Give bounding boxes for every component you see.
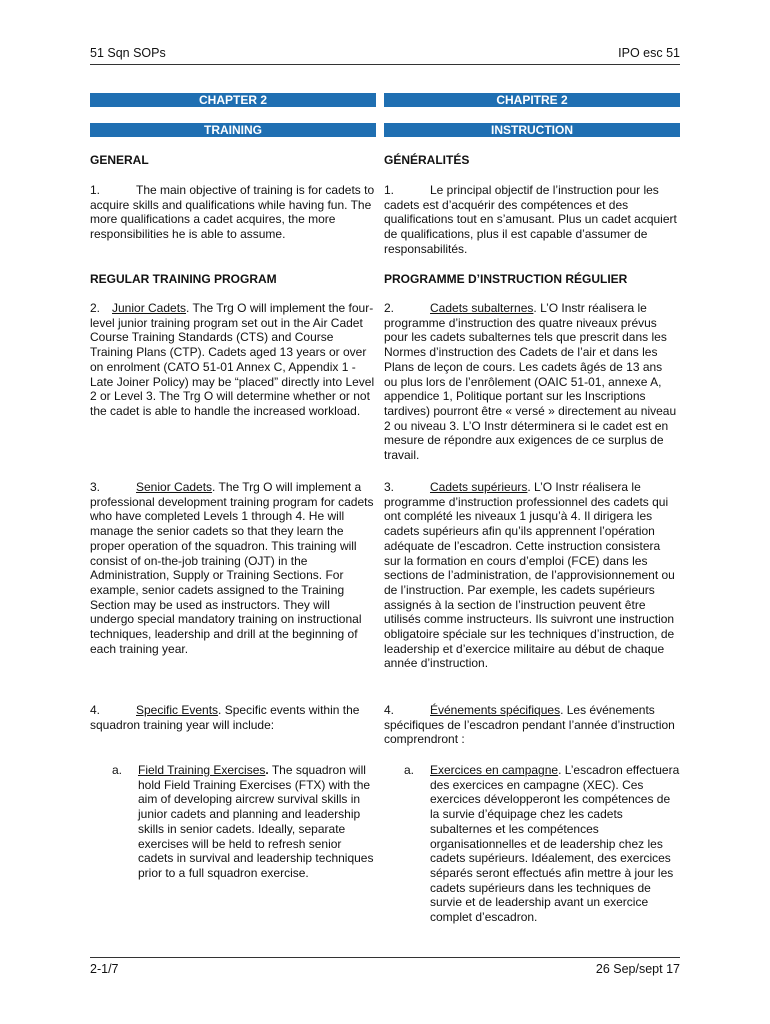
paragraph-4-fr	[384, 703, 678, 747]
paragraph-3-en	[90, 480, 375, 656]
paragraph-1-en	[90, 183, 375, 242]
heading-regular-fr: PROGRAMME D’INSTRUCTION RÉGULIER	[384, 272, 628, 286]
paragraph-1-fr	[384, 183, 678, 257]
footer-rule	[90, 957, 680, 958]
header-rule	[90, 64, 680, 65]
header-left: 51 Sqn SOPs	[90, 46, 166, 60]
paragraph-number: 3.	[384, 480, 395, 494]
paragraph-title: Junior Cadets	[112, 301, 187, 315]
paragraph-4-en	[90, 703, 375, 732]
paragraph-title: Cadets supérieurs	[430, 480, 528, 494]
subparagraph-text: . L’escadron effectuera des exercices en campagne (XEC). Ces exercices développeront les compétences de la survie d’équipage chez les cadets subalternes et les compétences organisationnelles et de leadership chez les cadets supérieurs. Idéalement, des exercices séparés seront effectués afin mettre à jour les cadets supérieurs dans les techniques de survie et de leadership avant un exercice complet d’escadron.	[430, 763, 680, 925]
footer-date: 26 Sep/sept 17	[595, 962, 680, 976]
paragraph-number: 2.	[90, 301, 101, 315]
paragraph-text: Le principal objectif de l’instruction pour les cadets est d’acquérir des compétences et des qualifications tout en s’amusant. Plus un cadet acquiert de qualifications, plus il est capable d’assumer de responsabilités.	[384, 183, 677, 256]
paragraph-number: 1.	[384, 183, 395, 197]
paragraph-title: Specific Events	[136, 703, 219, 717]
paragraph-text: . Specific events within the squadron training year will include:	[90, 703, 360, 732]
paragraph-text: The main objective of training is for cadets to acquire skills and qualifications while having fun. The more qualifications a cadet acquires, the more responsibilities he is able to assume.	[90, 183, 375, 242]
paragraph-number: 3.	[90, 480, 101, 494]
paragraph-text: . L’O Instr réalisera le programme d’instruction professionnel des cadets qui ont complété les niveaux 1 jusqu’à 4. Il dirigera les cadets supérieurs afin qu’ils apprennent l’opération adéquate de l’escadron. Cette instruction consistera sur la formation en cours d’emploi (FCE) dans les sections de l’administration, de l’approvisionnement ou de l’instruction. Par exemple, les cadets supérieurs assignés à la section de l’instruction peuvent être utilisés comme instructeurs. Ils suivront une instruction obligatoire spéciale sur les techniques d’instruction, de leadership et d’exercice militaire au début de chaque année d’instruction.	[384, 480, 675, 671]
title-bar-fr: INSTRUCTION	[384, 123, 680, 137]
paragraph-text: . Les événements spécifiques de l’escadron pendant l’année d’instruction comprendront :	[384, 703, 675, 747]
paragraph-2-fr	[384, 301, 678, 463]
paragraph-title: Cadets subalternes	[430, 301, 534, 315]
subparagraph-title-dot: .	[265, 763, 269, 777]
subparagraph-text: The squadron will hold Field Training Exercises (FTX) with the aim of developing aircrew survival skills in junior cadets and planning and leadership skills in senior cadets. Ideally, separate exercises will be held to refresh senior cadets in survival and leadership techniques prior to a full squadron exercise.	[138, 763, 374, 880]
subparagraph-letter: a.	[112, 763, 123, 777]
heading-general-en: GENERAL	[90, 153, 149, 167]
paragraph-number: 2.	[384, 301, 395, 315]
subparagraph-a-en	[112, 763, 376, 903]
header-right: IPO esc 51	[618, 46, 680, 60]
heading-regular-en: REGULAR TRAINING PROGRAM	[90, 272, 277, 286]
subparagraph-letter: a.	[404, 763, 415, 777]
paragraph-title: Événements spécifiques	[430, 703, 561, 717]
chapter-bar-en: CHAPTER 2	[90, 93, 376, 107]
paragraph-text: . The Trg O will implement the four-level junior training program set out in the Air Cadet Course Training Standards (CTS) and Course Training Plans (CTP). Cadets aged 13 years or over on enrolment (CATO 51-01 Annex C, Appendix 1 - Late Joiner Policy) may be “placed” directly into Level 2 or Level 3. The Trg O will determine whether or not the cadet is able to handle the increased workload.	[90, 301, 375, 418]
page-footer	[90, 962, 680, 980]
subparagraph-title: Exercices en campagne	[430, 763, 559, 777]
paragraph-number: 1.	[90, 183, 101, 197]
paragraph-title: Senior Cadets	[136, 480, 213, 494]
subparagraph-a-fr	[404, 763, 680, 933]
paragraph-number: 4.	[90, 703, 101, 717]
page-header	[90, 44, 680, 64]
title-bar-en: TRAINING	[90, 123, 376, 137]
paragraph-3-fr	[384, 480, 678, 671]
subparagraph-body	[138, 763, 376, 881]
paragraph-number: 4.	[384, 703, 395, 717]
heading-general-fr: GÉNÉRALITÉS	[384, 153, 470, 167]
paragraph-text: . The Trg O will implement a professional development training program for cadets who have completed Levels 1 through 4. He will manage the senior cadets so that they learn the proper operation of the squadron. This training will consist of on-the-job training (OJT) in the Administration, Supply or Training Sections. For example, senior cadets assigned to the Training Section may be used as instructors. They will undergo special mandatory training on instructional techniques, leadership and drill at the beginning of each training year.	[90, 480, 374, 656]
paragraph-2-en	[90, 301, 375, 419]
subparagraph-title: Field Training Exercises	[138, 763, 266, 777]
page-number: 2-1/7	[90, 962, 119, 976]
subparagraph-body	[430, 763, 680, 925]
paragraph-text: . L’O Instr réalisera le programme d’instruction des quatre niveaux prévus pour les cadets subalternes tels que prescrit dans les Normes d’instruction des Cadets de l’air et dans les Plans de leçon de cours. Les cadets âgés de 13 ans ou plus lors de l’enrôlement (OAIC 51-01, annexe A, appendice 1, Politique portant sur les Inscriptions tardives) pourront être « versé » directement au niveau 2 ou niveau 3. L’O Instr déterminera si le cadet est en mesure de répondre aux exigences de ce surplus de travail.	[384, 301, 677, 463]
chapter-bar-fr: CHAPITRE 2	[384, 93, 680, 107]
